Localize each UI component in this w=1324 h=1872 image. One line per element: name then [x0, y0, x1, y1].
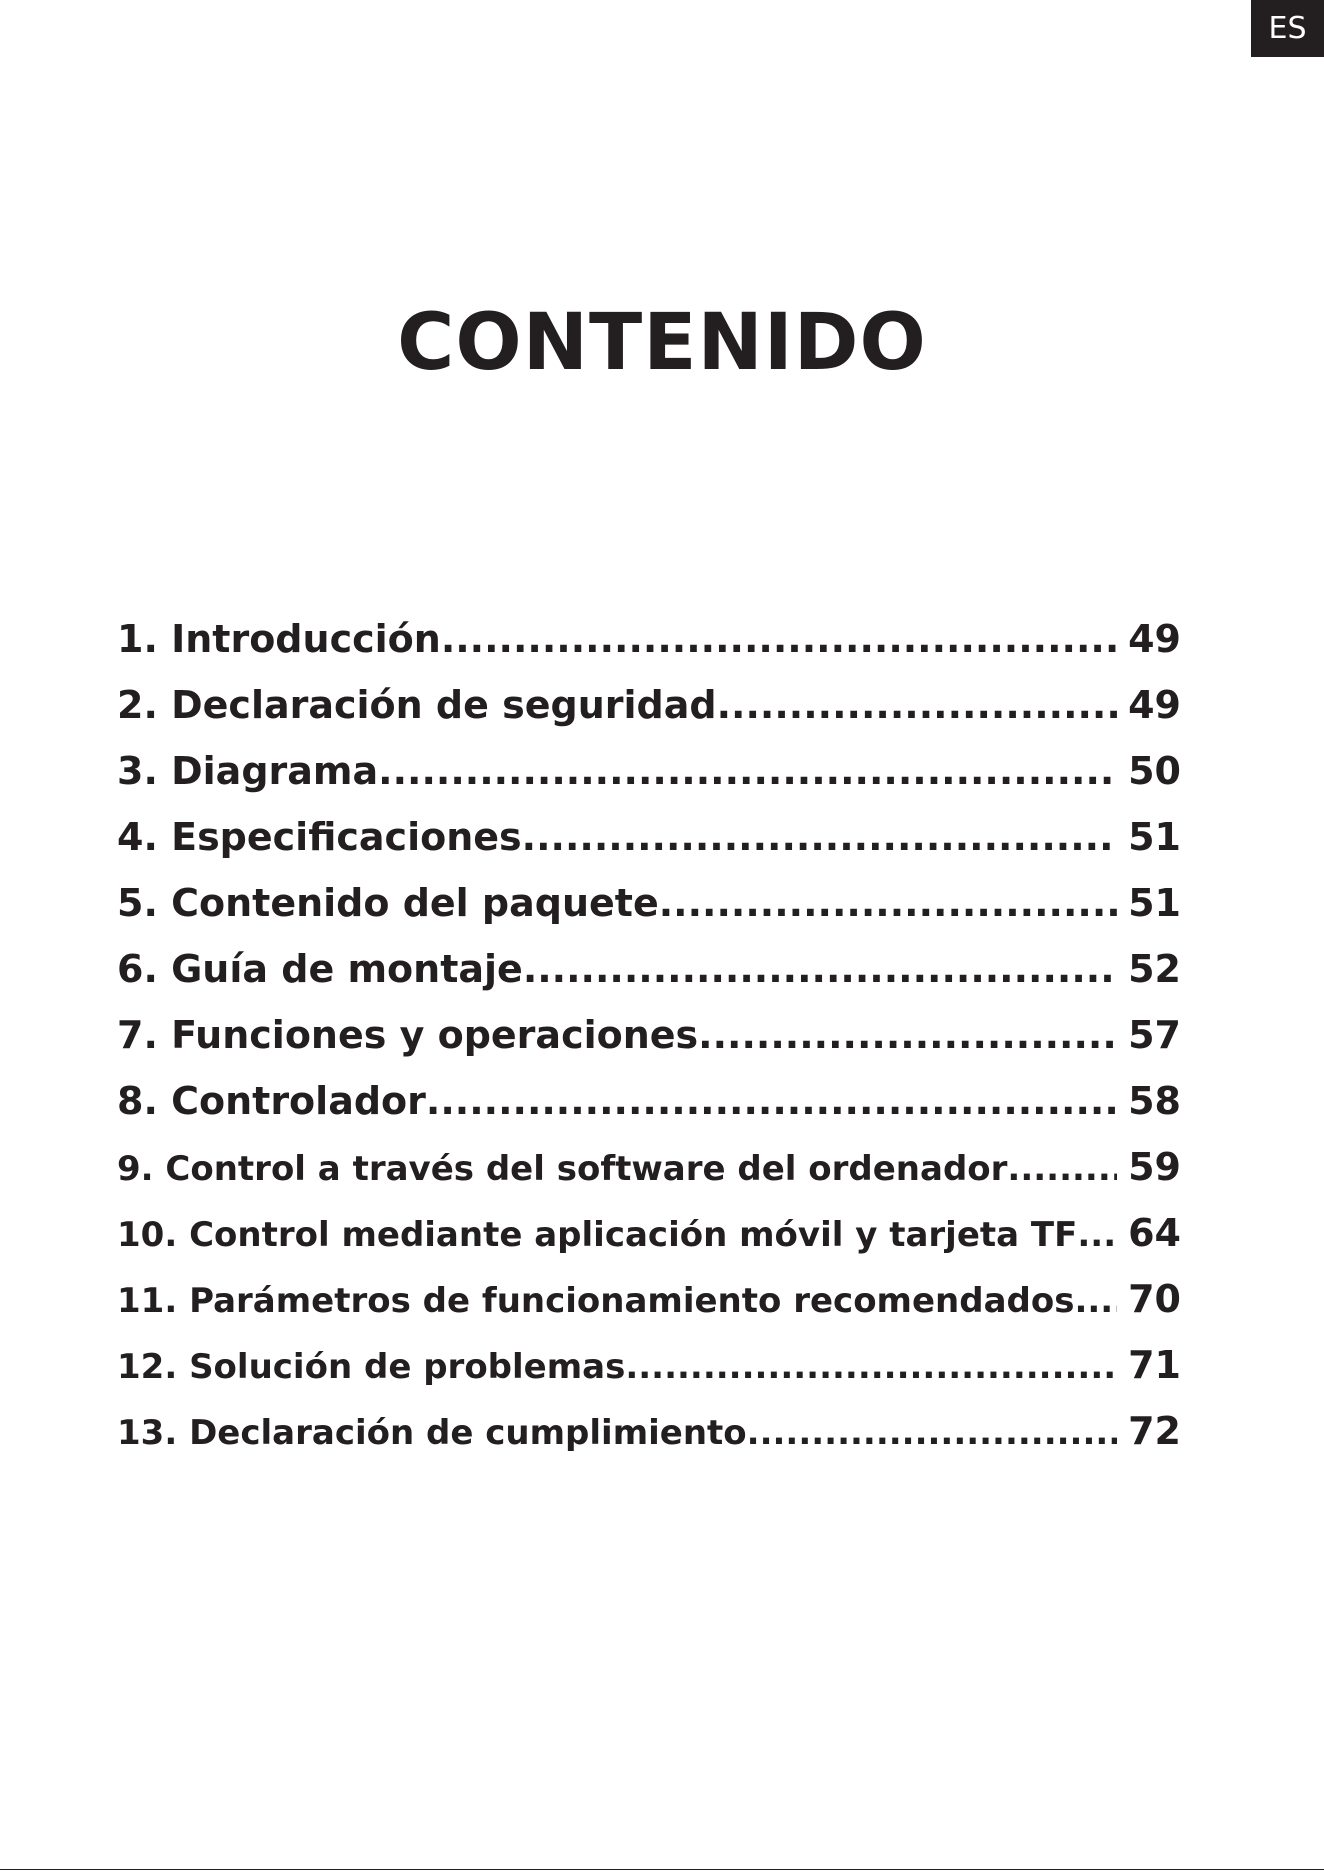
toc-entry-page: 52 [1128, 947, 1181, 991]
toc-entry-label: 13. Declaración de cumplimiento [117, 1413, 747, 1453]
toc-entry-label: 4. Especificaciones [117, 815, 522, 859]
toc-entry-label: 7. Funciones y operaciones [117, 1013, 699, 1057]
toc-entry[interactable] [117, 1002, 1181, 1068]
toc-entry-page: 64 [1128, 1211, 1181, 1255]
toc-leader-dots [523, 936, 1117, 1002]
toc-entry-page: 51 [1128, 815, 1181, 859]
toc-entry-label: 12. Solución de problemas [117, 1347, 626, 1387]
bottom-rule [0, 1869, 1324, 1870]
toc-leader-dots [441, 606, 1117, 672]
toc-entry[interactable] [117, 936, 1181, 1002]
toc-entry-page: 51 [1128, 881, 1181, 925]
toc-entry[interactable] [117, 1332, 1181, 1398]
toc-leader-dots [625, 1334, 1117, 1400]
toc-leader-dots [378, 738, 1117, 804]
toc-leader-dots [1077, 1202, 1117, 1268]
toc-entry-label: 11. Parámetros de funcionamiento recomendados [117, 1281, 1075, 1321]
toc-entry-page: 58 [1128, 1079, 1181, 1123]
toc-leader-dots [659, 870, 1117, 936]
toc-entry-page: 71 [1128, 1343, 1181, 1387]
toc-entry[interactable] [117, 606, 1181, 672]
toc-entry-page: 49 [1128, 617, 1181, 661]
toc-entry-page: 57 [1128, 1013, 1181, 1057]
toc-entry-page: 72 [1128, 1409, 1181, 1453]
toc-entry-page: 70 [1128, 1277, 1181, 1321]
toc-leader-dots [426, 1068, 1117, 1134]
toc-entry-page: 59 [1128, 1145, 1181, 1189]
toc-entry[interactable] [117, 804, 1181, 870]
toc-entry[interactable] [117, 672, 1181, 738]
toc-entry-label: 8. Controlador [117, 1079, 426, 1123]
toc-leader-dots [747, 1400, 1117, 1466]
toc-leader-dots [522, 804, 1117, 870]
toc-entry[interactable] [117, 1200, 1181, 1266]
toc-entry-label: 1. Introducción [117, 617, 441, 661]
toc-entry-label: 9. Control a través del software del ordenador [117, 1149, 1008, 1189]
table-of-contents [117, 606, 1181, 1464]
toc-entry[interactable] [117, 738, 1181, 804]
toc-leader-dots [1074, 1268, 1117, 1334]
toc-entry-label: 3. Diagrama [117, 749, 379, 793]
toc-leader-dots [1007, 1136, 1117, 1202]
page-title: CONTENIDO [397, 298, 927, 388]
toc-entry[interactable] [117, 1398, 1181, 1464]
toc-entry[interactable] [117, 1068, 1181, 1134]
toc-entry[interactable] [117, 1266, 1181, 1332]
toc-entry[interactable] [117, 870, 1181, 936]
toc-entry-page: 49 [1128, 683, 1181, 727]
toc-leader-dots [698, 1002, 1117, 1068]
toc-entry-page: 50 [1128, 749, 1181, 793]
toc-entry[interactable] [117, 1134, 1181, 1200]
toc-entry-label: 6. Guía de montaje [117, 947, 523, 991]
toc-entry-label: 5. Contenido del paquete [117, 881, 659, 925]
toc-entry-label: 2. Declaración de seguridad [117, 683, 717, 727]
language-badge: ES [1251, 0, 1324, 57]
toc-leader-dots [717, 672, 1117, 738]
toc-entry-label: 10. Control mediante aplicación móvil y tarjeta TF [117, 1215, 1078, 1255]
